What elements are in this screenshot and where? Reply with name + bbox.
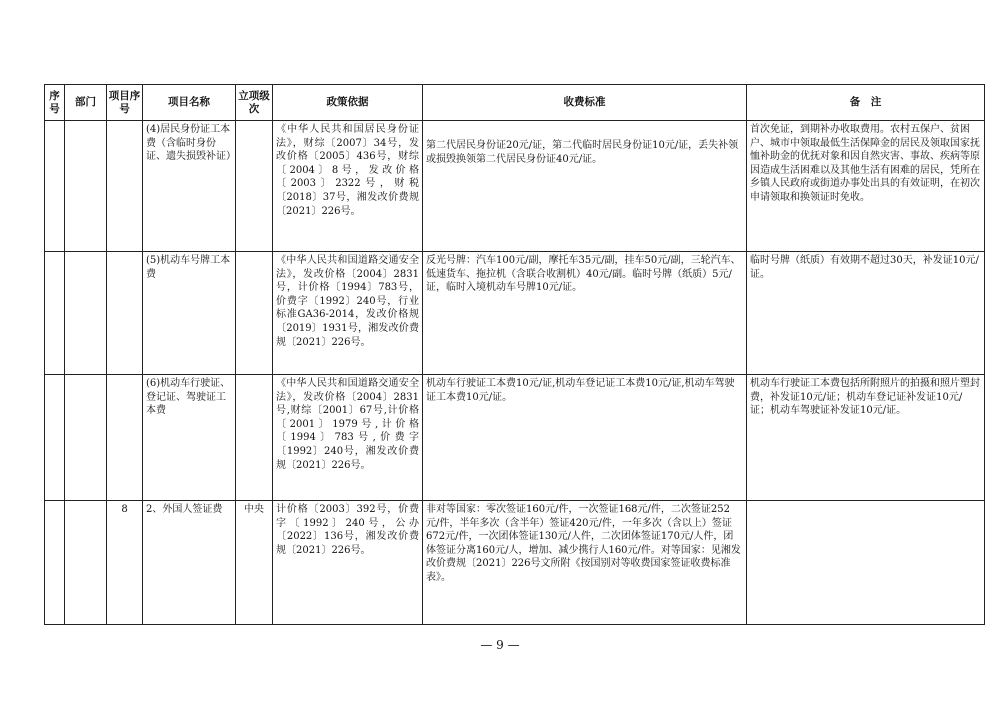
table-row [45, 501, 985, 625]
cell-dept [65, 121, 107, 252]
header-item-no: 项目序号 [107, 85, 143, 121]
cell-level: 中央 [236, 501, 273, 625]
cell-dept [65, 501, 107, 625]
cell-remark [747, 501, 985, 625]
header-standard: 收费标准 [423, 85, 747, 121]
header-remark: 备 注 [747, 85, 985, 121]
table-row [45, 121, 985, 252]
cell-remark: 临时号牌（纸质）有效期不超过30天，补发证10元/证。 [747, 252, 985, 375]
cell-basis: 计价格〔2003〕392号，价费字〔1992〕240号，公办〔2022〕136号，湘发改价费规〔2021〕226号。 [273, 501, 423, 625]
cell-item-no [107, 121, 143, 252]
header-basis: 政策依据 [273, 85, 423, 121]
cell-dept [65, 252, 107, 375]
cell-standard: 反光号牌：汽车100元/副，摩托车35元/副，挂车50元/副，三轮汽车、低速货车、拖拉机（含联合收割机）40元/副。临时号牌（纸质）5元/证，临时入境机动车号牌10元/证。 [423, 252, 747, 375]
cell-level [236, 121, 273, 252]
cell-item-no [107, 252, 143, 375]
cell-item-name: (4)居民身份证工本费（含临时身份证、遗失损毁补证） [143, 121, 236, 252]
cell-level [236, 252, 273, 375]
cell-seq [45, 252, 65, 375]
cell-seq [45, 375, 65, 501]
header-dept: 部门 [65, 85, 107, 121]
header-item-name: 项目名称 [143, 85, 236, 121]
cell-item-name: 2、外国人签证费 [143, 501, 236, 625]
table-row [45, 375, 985, 501]
header-level: 立项级次 [236, 85, 273, 121]
cell-basis: 《中华人民共和国居民身份证法》，财综〔2007〕34号，发改价格〔2005〕436号，财综〔2004〕8号，发改价格〔2003〕2322号，财税〔2018〕37号，湘发改价费规〔2021〕226号。 [273, 121, 423, 252]
cell-seq [45, 501, 65, 625]
cell-item-name: (5)机动车号牌工本费 [143, 252, 236, 375]
cell-item-no: 8 [107, 501, 143, 625]
cell-standard: 非对等国家：零次签证160元/件，一次签证168元/件，二次签证252元/件，半年多次（含半年）签证420元/件，一年多次（含以上）签证672元/件，一次团体签证130元/人件，二次团体签证170元/人件，团体签证分离160元/人，增加、减少携行人160元/件。对等国家：见湘发改价费规〔2021〕226号文所附《按国别对等收费国家签证收费标准表》。 [423, 501, 747, 625]
cell-standard: 机动车行驶证工本费10元/证,机动车登记证工本费10元/证,机动车驾驶证工本费10元/证。 [423, 375, 747, 501]
cell-seq [45, 121, 65, 252]
fee-table [44, 84, 985, 625]
cell-dept [65, 375, 107, 501]
cell-basis: 《中华人民共和国道路交通安全法》，发改价格〔2004〕2831号,财综〔2001〕67号,计价格〔2001〕1979号,计价格〔1994〕783号,价费字〔1992〕240号，湘发改价费规〔2021〕226号。 [273, 375, 423, 501]
cell-basis: 《中华人民共和国道路交通安全法》，发改价格〔2004〕2831号，计价格〔1994〕783号，价费字〔1992〕240号，行业标准GA36-2014，发改价格规〔2019〕1931号，湘发改价费规〔2021〕226号。 [273, 252, 423, 375]
cell-remark: 首次免证，到期补办收取费用。农村五保户、贫困户、城市中领取最低生活保障金的居民及领取国家抚恤补助金的优抚对象和因自然灾害、事故、疾病等原因造成生活困难以及其他生活有困难的居民，凭所在乡镇人民政府或街道办事处出具的有效证明，在初次申请领取和换领证时免收。 [747, 121, 985, 252]
cell-level [236, 375, 273, 501]
cell-item-name: (6)机动车行驶证、登记证、驾驶证工本费 [143, 375, 236, 501]
header-seq: 序号 [45, 85, 65, 121]
cell-remark: 机动车行驶证工本费包括所附照片的拍摄和照片塑封费，补发证10元/证；机动车登记证补发证10元/证；机动车驾驶证补发证10元/证。 [747, 375, 985, 501]
table-row [45, 252, 985, 375]
header-row [45, 85, 985, 121]
cell-standard: 第二代居民身份证20元/证，第二代临时居民身份证10元/证，丢失补领或损毁换领第二代居民身份证40元/证。 [423, 121, 747, 252]
cell-item-no [107, 375, 143, 501]
page-number: — 9 — [480, 638, 520, 652]
